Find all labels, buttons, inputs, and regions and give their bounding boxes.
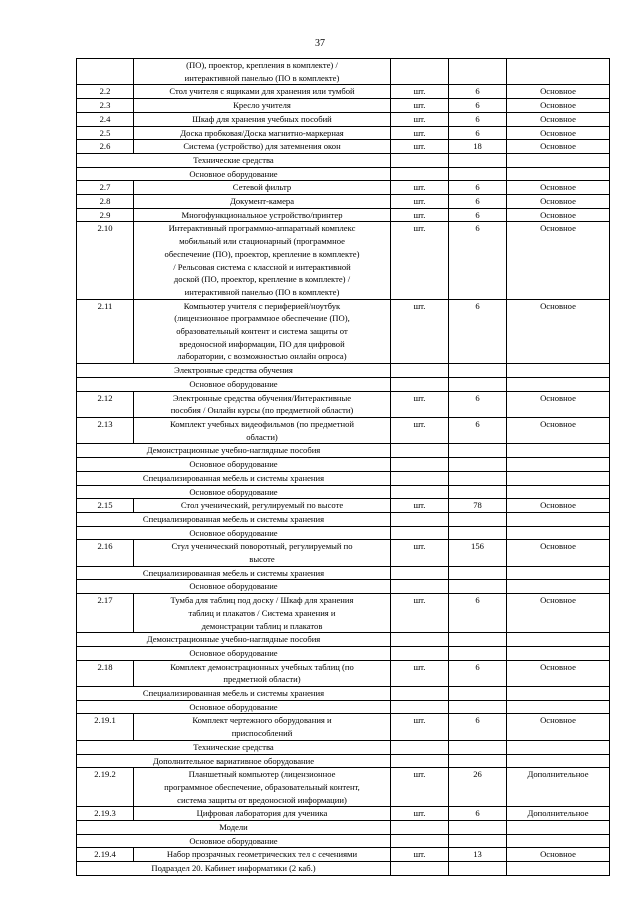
table-row [77, 59, 610, 85]
item-number: 2.15 [77, 499, 134, 513]
section-title: Технические средства [77, 740, 391, 754]
item-name: Компьютер учителя с периферией/ноутбук (лицензионное программное обеспечение (ПО), образовательный контент и система защиты от вредоносной информации, ПО для цифровой лаборатории, с возможностью онлайн опроса) [134, 299, 391, 364]
item-category: Основное [507, 99, 610, 113]
item-quantity [449, 59, 507, 85]
table-row [77, 594, 610, 633]
section-title: Дополнительное вариативное оборудование [77, 754, 391, 768]
item-number: 2.8 [77, 195, 134, 209]
item-name: Комплект чертежного оборудования и приспособлений [134, 714, 391, 740]
empty-cell [391, 566, 449, 580]
item-name: Кресло учителя [134, 99, 391, 113]
item-category: Основное [507, 126, 610, 140]
empty-cell [391, 633, 449, 647]
section-title: Основное оборудование [77, 646, 391, 660]
item-category: Основное [507, 417, 610, 443]
item-number: 2.18 [77, 660, 134, 686]
empty-cell [391, 167, 449, 181]
empty-cell [449, 687, 507, 701]
item-number: 2.13 [77, 417, 134, 443]
empty-cell [391, 458, 449, 472]
section-title: Демонстрационные учебно-наглядные пособия [77, 633, 391, 647]
empty-cell [391, 485, 449, 499]
section-title: Специализированная мебель и системы хранения [77, 687, 391, 701]
table-row [77, 85, 610, 99]
item-number: 2.7 [77, 181, 134, 195]
item-quantity: 6 [449, 807, 507, 821]
equipment-table-body [77, 59, 610, 876]
item-category: Основное [507, 714, 610, 740]
section-title: Основное оборудование [77, 377, 391, 391]
empty-cell [449, 754, 507, 768]
item-name: Стол учителя с ящиками для хранения или тумбой [134, 85, 391, 99]
section-title: Специализированная мебель и системы хранения [77, 471, 391, 485]
section-header-row [77, 646, 610, 660]
item-unit: шт. [391, 126, 449, 140]
section-header-row [77, 526, 610, 540]
empty-cell [449, 834, 507, 848]
item-name: Цифровая лаборатория для ученика [134, 807, 391, 821]
section-title: Основное оборудование [77, 526, 391, 540]
page-number: 37 [315, 38, 325, 49]
item-quantity: 6 [449, 417, 507, 443]
item-unit: шт. [391, 195, 449, 209]
item-category [507, 59, 610, 85]
section-header-row [77, 633, 610, 647]
item-name: Комплект учебных видеофильмов (по предметной области) [134, 417, 391, 443]
empty-cell [391, 580, 449, 594]
section-title: Подраздел 20. Кабинет информатики (2 каб.) [77, 862, 391, 876]
section-title: Основное оборудование [77, 834, 391, 848]
item-name: Тумба для таблиц под доску / Шкаф для хранения таблиц и плакатов / Система хранения и демонстрации таблиц и плакатов [134, 594, 391, 633]
empty-cell [391, 471, 449, 485]
item-category: Основное [507, 391, 610, 417]
item-category: Основное [507, 85, 610, 99]
item-unit: шт. [391, 99, 449, 113]
empty-cell [449, 512, 507, 526]
section-title: Электронные средства обучения [77, 364, 391, 378]
empty-cell [391, 821, 449, 835]
empty-cell [449, 700, 507, 714]
table-row [77, 140, 610, 154]
item-category: Основное [507, 140, 610, 154]
item-unit: шт. [391, 768, 449, 807]
empty-cell [449, 646, 507, 660]
item-number: 2.19.2 [77, 768, 134, 807]
equipment-table [76, 58, 610, 876]
item-name: (ПО), проектор, крепления в комплекте) / интерактивной панелью (ПО в комплекте) [134, 59, 391, 85]
section-header-row [77, 485, 610, 499]
table-row [77, 222, 610, 299]
empty-cell [449, 458, 507, 472]
empty-cell [391, 700, 449, 714]
section-header-row [77, 167, 610, 181]
empty-cell [391, 862, 449, 876]
item-unit: шт. [391, 594, 449, 633]
section-header-row [77, 153, 610, 167]
section-header-row [77, 512, 610, 526]
item-quantity: 26 [449, 768, 507, 807]
empty-cell [507, 700, 610, 714]
empty-cell [449, 471, 507, 485]
item-name: Электронные средства обучения/Интерактивные пособия / Онлайн курсы (по предметной области) [134, 391, 391, 417]
table-row [77, 768, 610, 807]
empty-cell [507, 834, 610, 848]
section-header-row [77, 700, 610, 714]
section-header-row [77, 377, 610, 391]
table-row [77, 195, 610, 209]
section-title: Технические средства [77, 153, 391, 167]
empty-cell [507, 526, 610, 540]
item-category: Основное [507, 222, 610, 299]
table-row [77, 126, 610, 140]
empty-cell [391, 444, 449, 458]
item-category: Основное [507, 195, 610, 209]
item-quantity: 6 [449, 112, 507, 126]
section-header-row [77, 754, 610, 768]
item-category: Основное [507, 181, 610, 195]
item-name: Система (устройство) для затемнения окон [134, 140, 391, 154]
empty-cell [449, 444, 507, 458]
empty-cell [391, 364, 449, 378]
item-category: Основное [507, 208, 610, 222]
empty-cell [507, 646, 610, 660]
section-title: Демонстрационные учебно-наглядные пособия [77, 444, 391, 458]
item-number: 2.19.3 [77, 807, 134, 821]
item-quantity: 6 [449, 208, 507, 222]
empty-cell [507, 580, 610, 594]
item-category: Основное [507, 299, 610, 364]
item-unit: шт. [391, 181, 449, 195]
item-unit: шт. [391, 714, 449, 740]
item-quantity: 6 [449, 181, 507, 195]
item-name: Сетевой фильтр [134, 181, 391, 195]
empty-cell [507, 485, 610, 499]
empty-cell [507, 458, 610, 472]
empty-cell [391, 687, 449, 701]
item-unit: шт. [391, 85, 449, 99]
item-quantity: 6 [449, 222, 507, 299]
item-quantity: 6 [449, 195, 507, 209]
table-row [77, 391, 610, 417]
empty-cell [391, 526, 449, 540]
item-unit: шт. [391, 848, 449, 862]
item-quantity: 156 [449, 540, 507, 566]
item-category: Основное [507, 540, 610, 566]
table-row [77, 660, 610, 686]
section-header-row [77, 834, 610, 848]
item-unit: шт. [391, 140, 449, 154]
empty-cell [449, 862, 507, 876]
empty-cell [449, 153, 507, 167]
empty-cell [449, 821, 507, 835]
item-unit: шт. [391, 299, 449, 364]
section-header-row [77, 471, 610, 485]
section-header-row [77, 444, 610, 458]
section-title: Основное оборудование [77, 485, 391, 499]
item-name: Шкаф для хранения учебных пособий [134, 112, 391, 126]
empty-cell [391, 153, 449, 167]
item-unit [391, 59, 449, 85]
empty-cell [449, 633, 507, 647]
item-name: Набор прозрачных геометрических тел с сечениями [134, 848, 391, 862]
section-header-row [77, 364, 610, 378]
item-category: Основное [507, 112, 610, 126]
section-header-row [77, 687, 610, 701]
table-row [77, 181, 610, 195]
section-title: Основное оборудование [77, 700, 391, 714]
item-quantity: 6 [449, 85, 507, 99]
item-unit: шт. [391, 660, 449, 686]
item-quantity: 6 [449, 299, 507, 364]
table-row [77, 112, 610, 126]
item-category: Основное [507, 594, 610, 633]
empty-cell [449, 485, 507, 499]
table-row [77, 417, 610, 443]
item-unit: шт. [391, 112, 449, 126]
empty-cell [391, 754, 449, 768]
item-unit: шт. [391, 208, 449, 222]
item-number [77, 59, 134, 85]
item-quantity: 6 [449, 99, 507, 113]
item-name: Доска пробковая/Доска магнитно-маркерная [134, 126, 391, 140]
item-unit: шт. [391, 417, 449, 443]
item-number: 2.17 [77, 594, 134, 633]
section-header-row [77, 821, 610, 835]
table-row [77, 99, 610, 113]
empty-cell [507, 862, 610, 876]
item-number: 2.5 [77, 126, 134, 140]
table-row [77, 807, 610, 821]
item-quantity: 13 [449, 848, 507, 862]
empty-cell [507, 167, 610, 181]
table-row [77, 540, 610, 566]
table-row [77, 848, 610, 862]
item-quantity: 18 [449, 140, 507, 154]
item-quantity: 6 [449, 660, 507, 686]
section-title: Основное оборудование [77, 580, 391, 594]
item-name: Планшетный компьютер (лицензионное программное обеспечение, образовательный контент, система защиты от вредоносной информации) [134, 768, 391, 807]
item-unit: шт. [391, 391, 449, 417]
item-category: Основное [507, 499, 610, 513]
item-number: 2.10 [77, 222, 134, 299]
section-header-row [77, 862, 610, 876]
empty-cell [507, 364, 610, 378]
empty-cell [449, 167, 507, 181]
section-header-row [77, 580, 610, 594]
section-title: Основное оборудование [77, 167, 391, 181]
empty-cell [391, 377, 449, 391]
item-number: 2.3 [77, 99, 134, 113]
empty-cell [507, 512, 610, 526]
item-category: Основное [507, 848, 610, 862]
table-row [77, 299, 610, 364]
item-number: 2.12 [77, 391, 134, 417]
item-unit: шт. [391, 807, 449, 821]
item-quantity: 6 [449, 594, 507, 633]
item-quantity: 6 [449, 391, 507, 417]
item-name: Стул ученический поворотный, регулируемый по высоте [134, 540, 391, 566]
empty-cell [449, 580, 507, 594]
item-number: 2.16 [77, 540, 134, 566]
item-name: Интерактивный программно-аппаратный комплекс мобильный или стационарный (программное обеспечение (ПО), проектор, крепление в комплекте) / Рельсовая система с классной и интерактивной доской (ПО, проектор, крепление в комплекте) / интерактивной панелью (ПО в комплекте) [134, 222, 391, 299]
section-title: Специализированная мебель и системы хранения [77, 512, 391, 526]
item-quantity: 6 [449, 714, 507, 740]
empty-cell [391, 512, 449, 526]
empty-cell [507, 821, 610, 835]
item-quantity: 78 [449, 499, 507, 513]
empty-cell [507, 153, 610, 167]
table-row [77, 208, 610, 222]
empty-cell [507, 633, 610, 647]
item-name: Комплект демонстрационных учебных таблиц (по предметной области) [134, 660, 391, 686]
item-category: Дополнительное [507, 807, 610, 821]
table-row [77, 714, 610, 740]
item-name: Многофункциональное устройство/принтер [134, 208, 391, 222]
section-title: Модели [77, 821, 391, 835]
item-category: Дополнительное [507, 768, 610, 807]
item-number: 2.2 [77, 85, 134, 99]
empty-cell [391, 834, 449, 848]
empty-cell [391, 740, 449, 754]
empty-cell [507, 566, 610, 580]
item-unit: шт. [391, 222, 449, 299]
section-header-row [77, 458, 610, 472]
item-number: 2.9 [77, 208, 134, 222]
item-unit: шт. [391, 540, 449, 566]
section-header-row [77, 740, 610, 754]
empty-cell [507, 754, 610, 768]
empty-cell [449, 740, 507, 754]
empty-cell [507, 377, 610, 391]
empty-cell [449, 377, 507, 391]
empty-cell [507, 444, 610, 458]
empty-cell [449, 526, 507, 540]
empty-cell [507, 687, 610, 701]
item-unit: шт. [391, 499, 449, 513]
item-number: 2.19.4 [77, 848, 134, 862]
item-quantity: 6 [449, 126, 507, 140]
empty-cell [507, 471, 610, 485]
empty-cell [507, 740, 610, 754]
item-name: Документ-камера [134, 195, 391, 209]
item-number: 2.6 [77, 140, 134, 154]
empty-cell [391, 646, 449, 660]
section-header-row [77, 566, 610, 580]
empty-cell [449, 566, 507, 580]
empty-cell [449, 364, 507, 378]
item-name: Стол ученический, регулируемый по высоте [134, 499, 391, 513]
section-title: Основное оборудование [77, 458, 391, 472]
item-number: 2.4 [77, 112, 134, 126]
item-number: 2.19.1 [77, 714, 134, 740]
section-title: Специализированная мебель и системы хранения [77, 566, 391, 580]
item-category: Основное [507, 660, 610, 686]
table-row [77, 499, 610, 513]
item-number: 2.11 [77, 299, 134, 364]
